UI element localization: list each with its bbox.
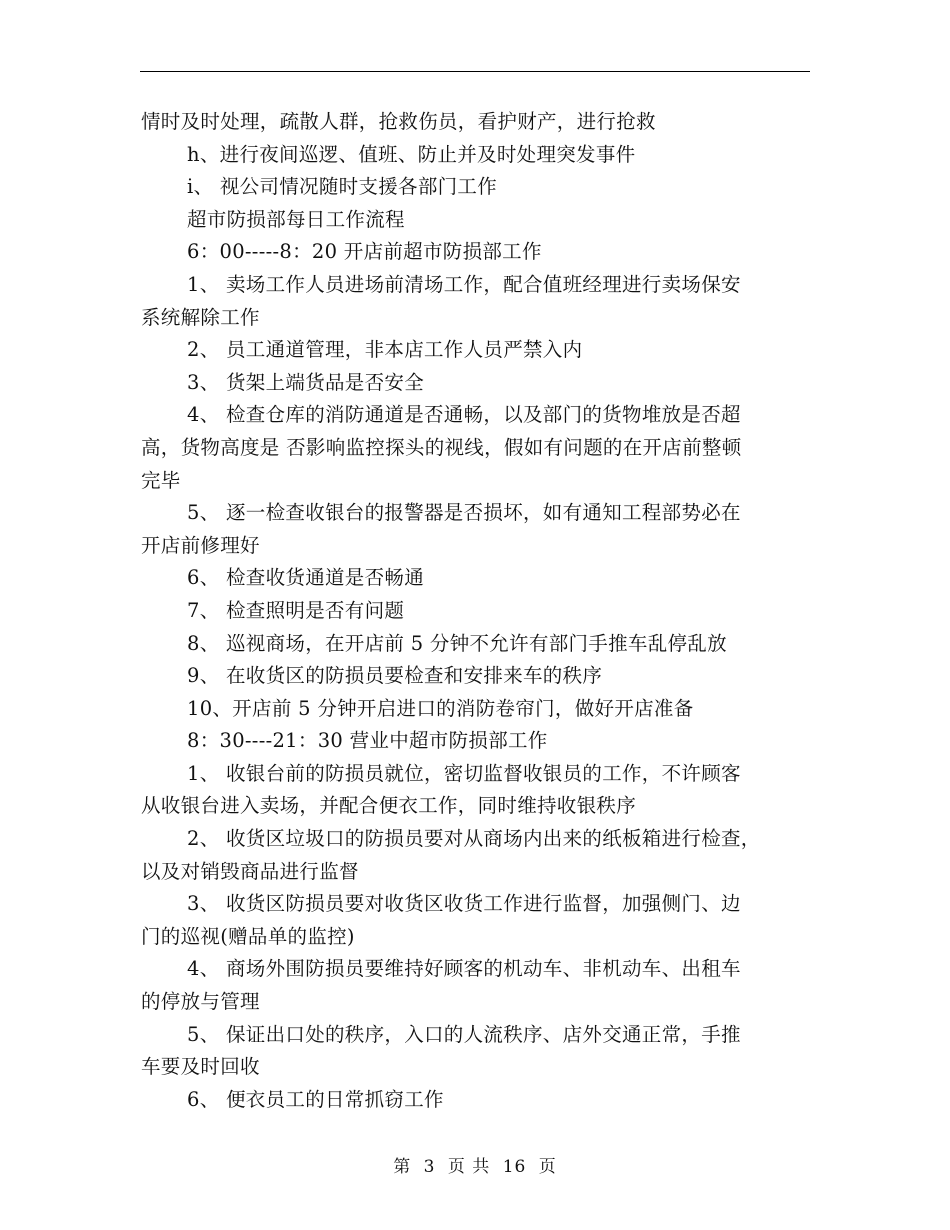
text-line: 6、 检查收货通道是否畅通: [187, 566, 425, 590]
text-line: 5、 逐一检查收银台的报警器是否损坏，如有通知工程部势必在: [187, 501, 741, 525]
text-line: 2、 收货区垃圾口的防损员要对从商场内出来的纸板箱进行检查，: [187, 827, 761, 851]
text-line: 10、开店前 5 分钟开启进口的消防卷帘门，做好开店准备: [187, 696, 694, 720]
header-rule: [140, 71, 810, 72]
text-line: 以及对销毁商品进行监督: [141, 859, 359, 883]
footer-page-number: 3: [423, 1157, 436, 1177]
document-body: [141, 106, 813, 1116]
text-line: 8、 巡视商场，在开店前 5 分钟不允许有部门手推车乱停乱放: [187, 631, 727, 655]
text-line: 完毕: [141, 468, 181, 492]
text-line: 3、 货架上端货品是否安全: [187, 370, 425, 394]
text-line: 开店前修理好: [141, 533, 260, 557]
footer-middle: 页 共: [447, 1157, 491, 1177]
text-line: 4、 检查仓库的消防通道是否通畅，以及部门的货物堆放是否超: [187, 403, 741, 427]
text-line: 1、 卖场工作人员进场前清场工作，配合值班经理进行卖场保安: [187, 272, 741, 296]
text-line: 系统解除工作: [141, 305, 260, 329]
text-line: 情时及时处理，疏散人群，抢救伤员，看护财产，进行抢救: [141, 110, 656, 133]
page-footer: [0, 1152, 950, 1177]
text-line: 5、 保证出口处的秩序，入口的人流秩序、店外交通正常，手推: [187, 1022, 741, 1046]
text-line: 8：30----21：30 营业中超市防损部工作: [187, 729, 548, 753]
text-line: 6：00-----8：20 开店前超市防损部工作: [187, 240, 542, 264]
text-line: 高，货物高度是 否影响监控探头的视线，假如有问题的在开店前整顿: [141, 435, 742, 459]
text-line: 9、 在收货区的防损员要检查和安排来车的秩序: [187, 664, 603, 688]
text-line: 的停放与管理: [141, 990, 260, 1014]
text-line: 超市防损部每日工作流程: [187, 207, 405, 231]
text-line: 2、 员工通道管理，非本店工作人员严禁入内: [187, 338, 583, 362]
text-line: 门的巡视(赠品单的监控): [141, 924, 355, 948]
text-line: 从收银台进入卖场，并配合便衣工作，同时维持收银秩序: [141, 794, 637, 818]
text-line: 4、 商场外围防损员要维持好顾客的机动车、非机动车、出租车: [187, 957, 741, 981]
text-line: 6、 便衣员工的日常抓窃工作: [187, 1087, 444, 1111]
text-line: i、 视公司情况随时支援各部门工作: [187, 175, 498, 199]
text-line: 车要及时回收: [141, 1055, 260, 1079]
text-line: 3、 收货区防损员要对收货区收货工作进行监督，加强侧门、边: [187, 892, 741, 916]
footer-prefix: 第: [393, 1157, 412, 1177]
text-line: h、进行夜间巡逻、值班、防止并及时处理突发事件: [187, 142, 636, 166]
footer-total-pages: 16: [502, 1157, 527, 1177]
footer-suffix: 页: [538, 1157, 557, 1177]
text-line: 7、 检查照明是否有问题: [187, 598, 405, 622]
text-line: 1、 收银台前的防损员就位，密切监督收银员的工作，不许顾客: [187, 761, 741, 785]
